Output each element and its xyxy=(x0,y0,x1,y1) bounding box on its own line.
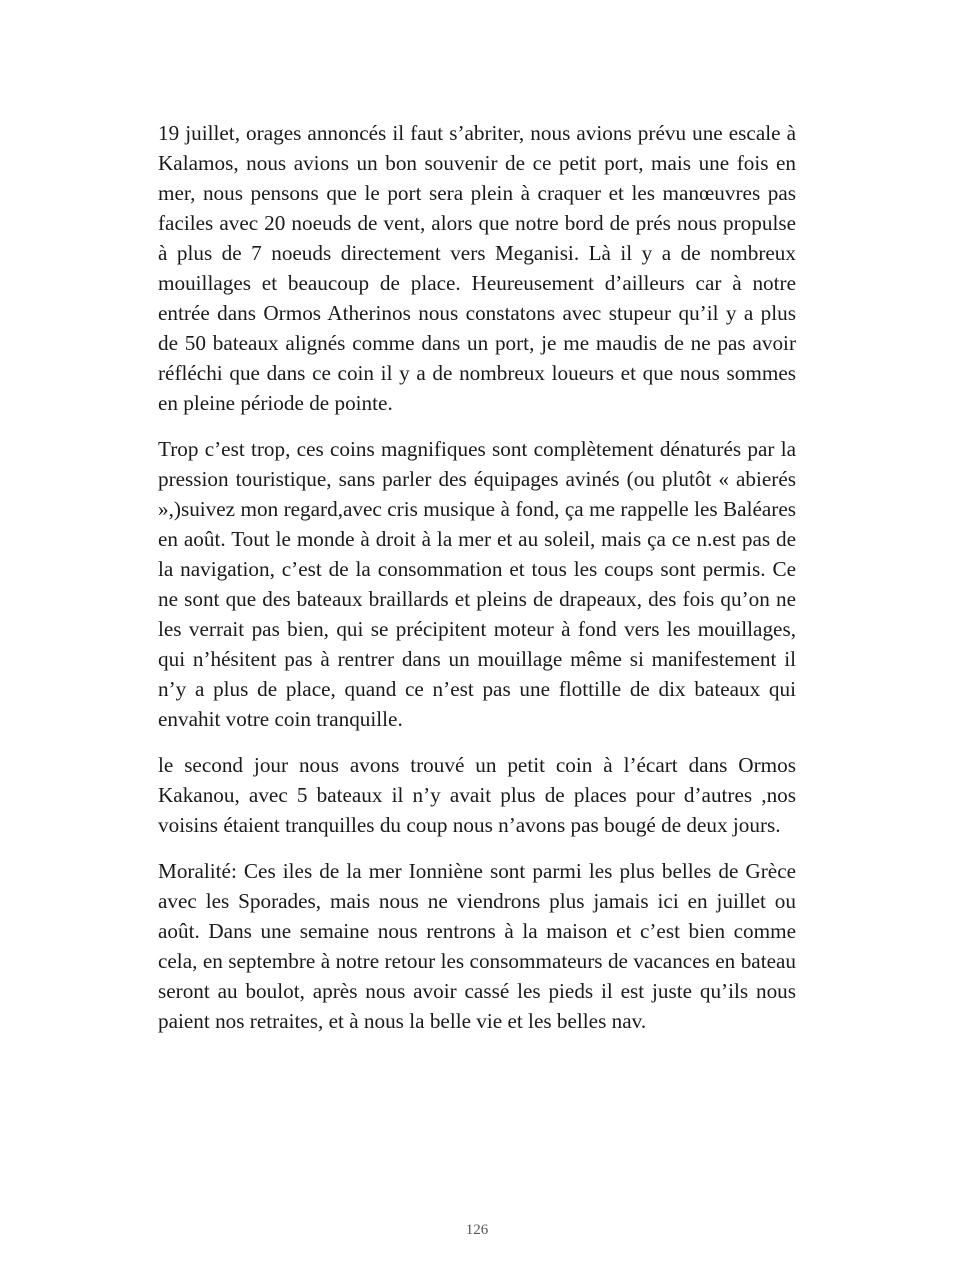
paragraph-2: Trop c’est trop, ces coins magnifiques sont complètement dénaturés par la pression touristique, sans parler des équipages avinés (ou plutôt « abierés »,)suivez mon regard,avec cris musique à fond, ça me rappelle les Baléares en août. Tout le monde à droit à la mer et au soleil, mais ça ce n.est pas de la navigation, c’est de la consommation et tous les coups sont permis. Ce ne sont que des bateaux braillards et pleins de drapeaux, des fois qu’on ne les verrait pas bien, qui se précipitent moteur à fond vers les mouillages, qui n’hésitent pas à rentrer dans un mouillage même si manifestement il n’y a plus de place, quand ce n’est pas une flottille de dix bateaux qui envahit votre coin tranquille. xyxy=(158,437,796,731)
paragraph-1: 19 juillet, orages annoncés il faut s’abriter, nous avions prévu une escale à Kalamos, nous avions un bon souvenir de ce petit port, mais une fois en mer, nous pensons que le port sera plein à craquer et les manœuvres pas faciles avec 20 noeuds de vent, alors que notre bord de prés nous propulse à plus de 7 noeuds directement vers Meganisi. Là il y a de nombreux mouillages et beaucoup de place. Heureusement d’ailleurs car à notre entrée dans Ormos Atherinos nous constatons avec stupeur qu’il y a plus de 50 bateaux alignés comme dans un port, je me maudis de ne pas avoir réfléchi que dans ce coin il y a de nombreux loueurs et que nous sommes en pleine période de pointe. xyxy=(158,121,796,415)
paragraph-4: Moralité: Ces iles de la mer Ionniène sont parmi les plus belles de Grèce avec les Sporades, mais nous ne viendrons plus jamais ici en juillet ou août. Dans une semaine nous rentrons à la maison et c’est bien comme cela, en septembre à notre retour les consommateurs de vacances en bateau seront au boulot, après nous avoir cassé les pieds il est juste qu’ils nous paient nos retraites, et à nous la belle vie et les belles nav. xyxy=(158,859,796,1033)
page-number: 126 xyxy=(465,1222,489,1238)
body-text xyxy=(158,118,796,1052)
paragraph-3: le second jour nous avons trouvé un petit coin à l’écart dans Ormos Kakanou, avec 5 bateaux il n’y avait plus de places pour d’autres ,nos voisins étaient tranquilles du coup nous n’avons pas bougé de deux jours. xyxy=(158,753,796,837)
